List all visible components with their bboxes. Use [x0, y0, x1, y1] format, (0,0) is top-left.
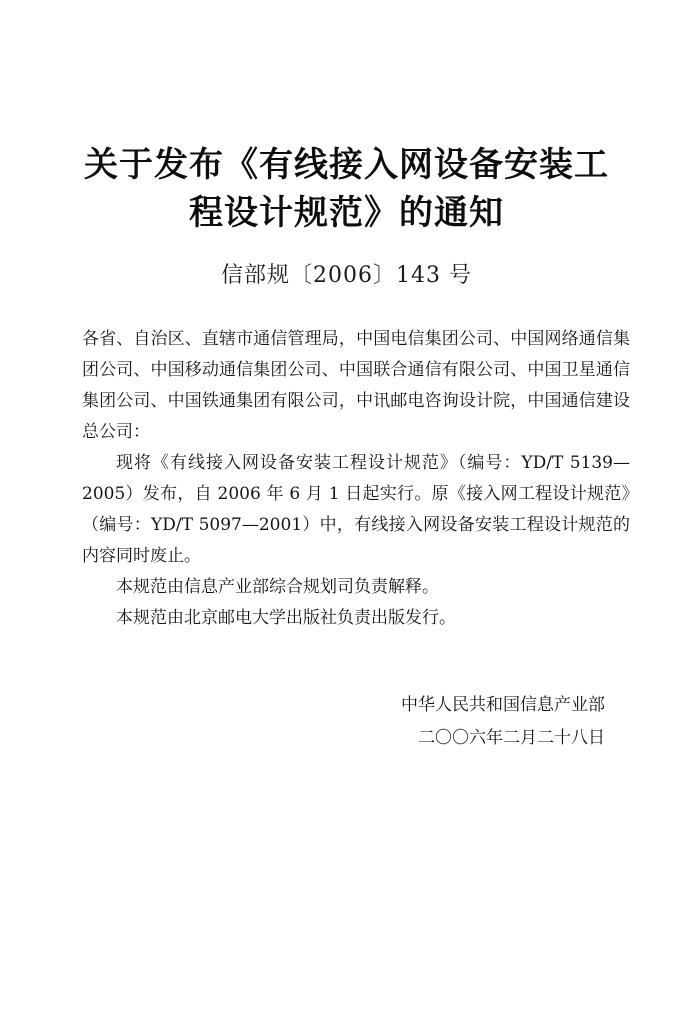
- recipients-paragraph: 各省、自治区、直辖市通信管理局，中国电信集团公司、中国网络通信集团公司、中国移动通信集团公司、中国联合通信有限公司、中国卫星通信集团公司、中国铁通集团有限公司，中讯邮电咨询设计院，中国通信建设总公司：: [82, 329, 630, 442]
- issue-date: 二〇〇六年二月二十八日: [418, 728, 605, 748]
- body-paragraph-publication: 本规范由北京邮电大学出版社负责出版发行。: [116, 608, 456, 628]
- document-title-line-2: 程设计规范》的通知: [189, 193, 504, 233]
- issuer-signature: 中华人民共和国信息产业部: [401, 695, 605, 715]
- body-paragraph-announcement: 现将《有线接入网设备安装工程设计规范》（编号：YD/T 5139—2005）发布，自 2006 年 6 月 1 日起实行。原《接入网工程设计规范》（编号：YD/T 5097—2001）中，有线接入网设备安装工程设计规范的内容同时废止。: [82, 453, 630, 566]
- document-title-line-1: 关于发布《有线接入网设备安装工: [84, 145, 609, 185]
- body-paragraph-interpretation: 本规范由信息产业部综合规划司负责解释。: [116, 577, 439, 597]
- document-number: 信部规〔2006〕143 号: [221, 263, 472, 288]
